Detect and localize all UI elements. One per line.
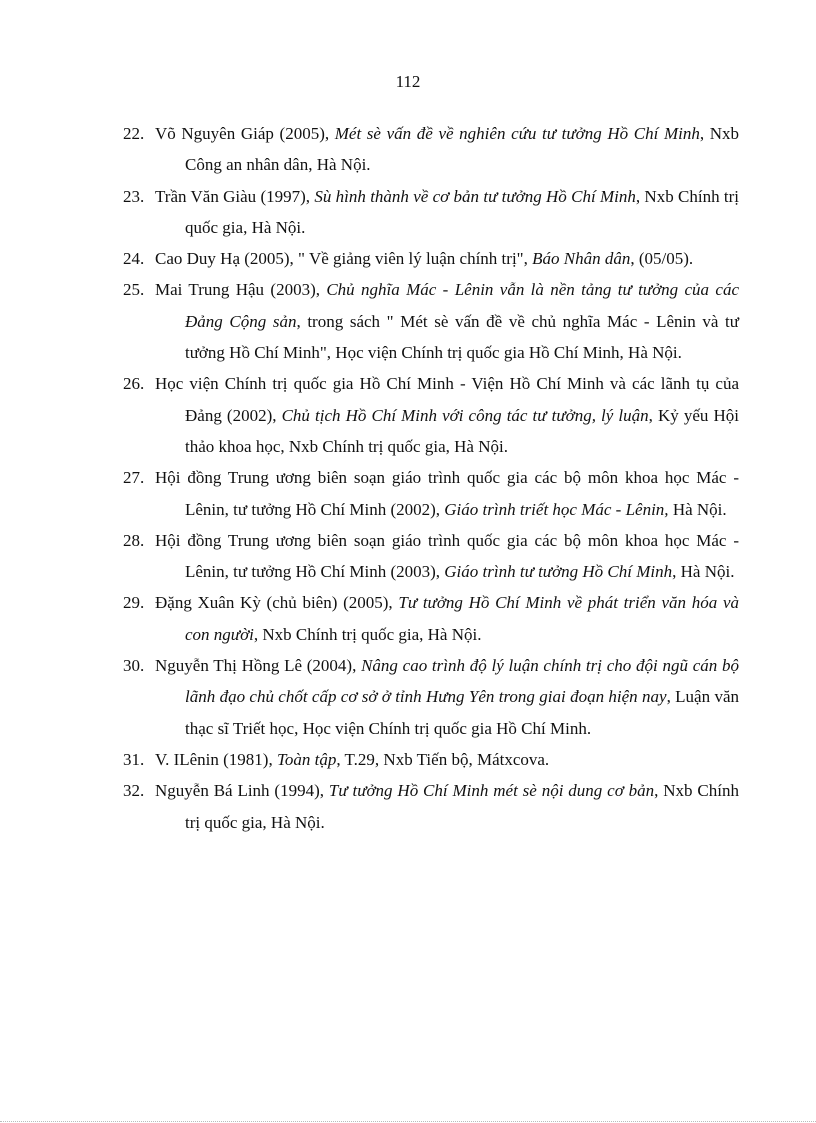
reference-title: Tư tưởng Hồ Chí Minh về phát triển văn hóa và con người (185, 593, 740, 644)
reference-number: 30. (123, 656, 145, 676)
reference-publisher: , T.29, Nxb Tiến bộ, Mátxcova. (336, 749, 550, 769)
reference-item (123, 744, 739, 775)
reference-authors: Hội đồng Trung ương biên soạn giáo trình quốc gia các bộ môn khoa học Mác - Lênin, tư tưởng Hồ Chí Minh (2002), (155, 468, 739, 519)
reference-title: Nâng cao trình độ lý luận chính trị cho đội ngũ cán bộ lãnh đạo chủ chốt cấp cơ sở ở tỉnh Hưng Yên trong giai đoạn hiện nay (185, 656, 739, 707)
reference-number: 27. (123, 468, 145, 488)
reference-item (123, 118, 739, 181)
reference-authors: Cao Duy Hạ (2005), " Về giảng viên lý luận chính trị", (155, 249, 533, 269)
reference-title: Giáo trình triết học Mác - Lênin, (444, 499, 669, 519)
reference-number: 22. (123, 124, 145, 143)
reference-title: Sù hình thành về cơ bản tư tưởng Hồ Chí Minh (314, 186, 636, 206)
reference-publisher: , trong sách " Mét sè vấn đề về chủ nghĩa Mác - Lênin và tư tưởng Hồ Chí Minh", Học viện Chính trị quốc gia Hồ Chí Minh, Hà Nội. (185, 311, 739, 363)
reference-item (123, 587, 739, 650)
reference-number: 26. (123, 374, 145, 394)
reference-publisher: , (05/05). (630, 249, 694, 269)
reference-number: 32. (123, 781, 145, 801)
reference-authors: Mai Trung Hậu (2003), (155, 280, 327, 300)
reference-item (123, 368, 739, 462)
reference-item (123, 650, 739, 744)
reference-number: 25. (123, 280, 145, 300)
page-number: 112 (395, 72, 421, 91)
reference-title: Toàn tập (276, 749, 337, 769)
reference-title: Giáo trình tư tưởng Hồ Chí Minh (444, 562, 673, 582)
reference-number: 23. (123, 186, 145, 206)
reference-publisher: , Hà Nội. (672, 562, 735, 582)
reference-publisher: , Luận văn thạc sĩ Triết học, Học viện Chính trị quốc gia Hồ Chí Minh. (185, 687, 739, 738)
reference-publisher: , Kỷ yếu Hội thảo khoa học, Nxb Chính trị quốc gia, Hà Nội. (185, 405, 739, 456)
reference-publisher: , Nxb Chính trị quốc gia, Hà Nội. (185, 781, 739, 832)
reference-authors: Hội đồng Trung ương biên soạn giáo trình quốc gia các bộ môn khoa học Mác - Lênin, tư tưởng Hồ Chí Minh (2003), (155, 530, 739, 582)
reference-authors: Học viện Chính trị quốc gia Hồ Chí Minh - Viện Hồ Chí Minh và các lãnh tụ của Đảng (2002), (155, 374, 739, 425)
reference-item (123, 525, 739, 588)
reference-number: 28. (123, 530, 145, 550)
reference-authors: Nguyễn Thị Hồng Lê (2004), (155, 656, 362, 676)
reference-publisher: Hà Nội. (668, 499, 727, 519)
reference-number: 29. (123, 593, 145, 613)
reference-authors: Võ Nguyên Giáp (2005), (155, 124, 335, 143)
reference-title: Chủ nghĩa Mác - Lênin vẫn là nền tảng tư tưởng của các Đảng Cộng sản (185, 280, 739, 331)
reference-publisher: , Nxb Chính trị quốc gia, Hà Nội. (185, 186, 739, 237)
reference-title: Mét sè vấn đề về nghiên cứu tư tưởng Hồ Chí Minh (334, 124, 700, 143)
reference-number: 31. (123, 749, 145, 769)
reference-authors: Trần Văn Giàu (1997), (155, 186, 315, 206)
reference-item (123, 274, 739, 368)
reference-list (123, 118, 739, 838)
reference-publisher: , Nxb Công an nhân dân, Hà Nội. (185, 124, 740, 175)
reference-title: Báo Nhân dân (532, 249, 631, 269)
reference-title: Tư tưởng Hồ Chí Minh mét sè nội dung cơ bản (328, 781, 655, 801)
reference-authors: V. ILênin (1981), (155, 749, 277, 769)
reference-item (123, 243, 739, 274)
reference-authors: Nguyễn Bá Linh (1994), (155, 781, 329, 801)
reference-authors: Đặng Xuân Kỳ (chủ biên) (2005), (155, 593, 399, 613)
reference-item (123, 181, 739, 244)
page-bottom-border (0, 1121, 816, 1122)
reference-title: Chủ tịch Hồ Chí Minh với công tác tư tưởng, lý luận (281, 405, 649, 425)
reference-item (123, 775, 739, 838)
reference-number: 24. (123, 249, 145, 269)
reference-item (123, 462, 739, 525)
reference-publisher: , Nxb Chính trị quốc gia, Hà Nội. (253, 624, 482, 644)
